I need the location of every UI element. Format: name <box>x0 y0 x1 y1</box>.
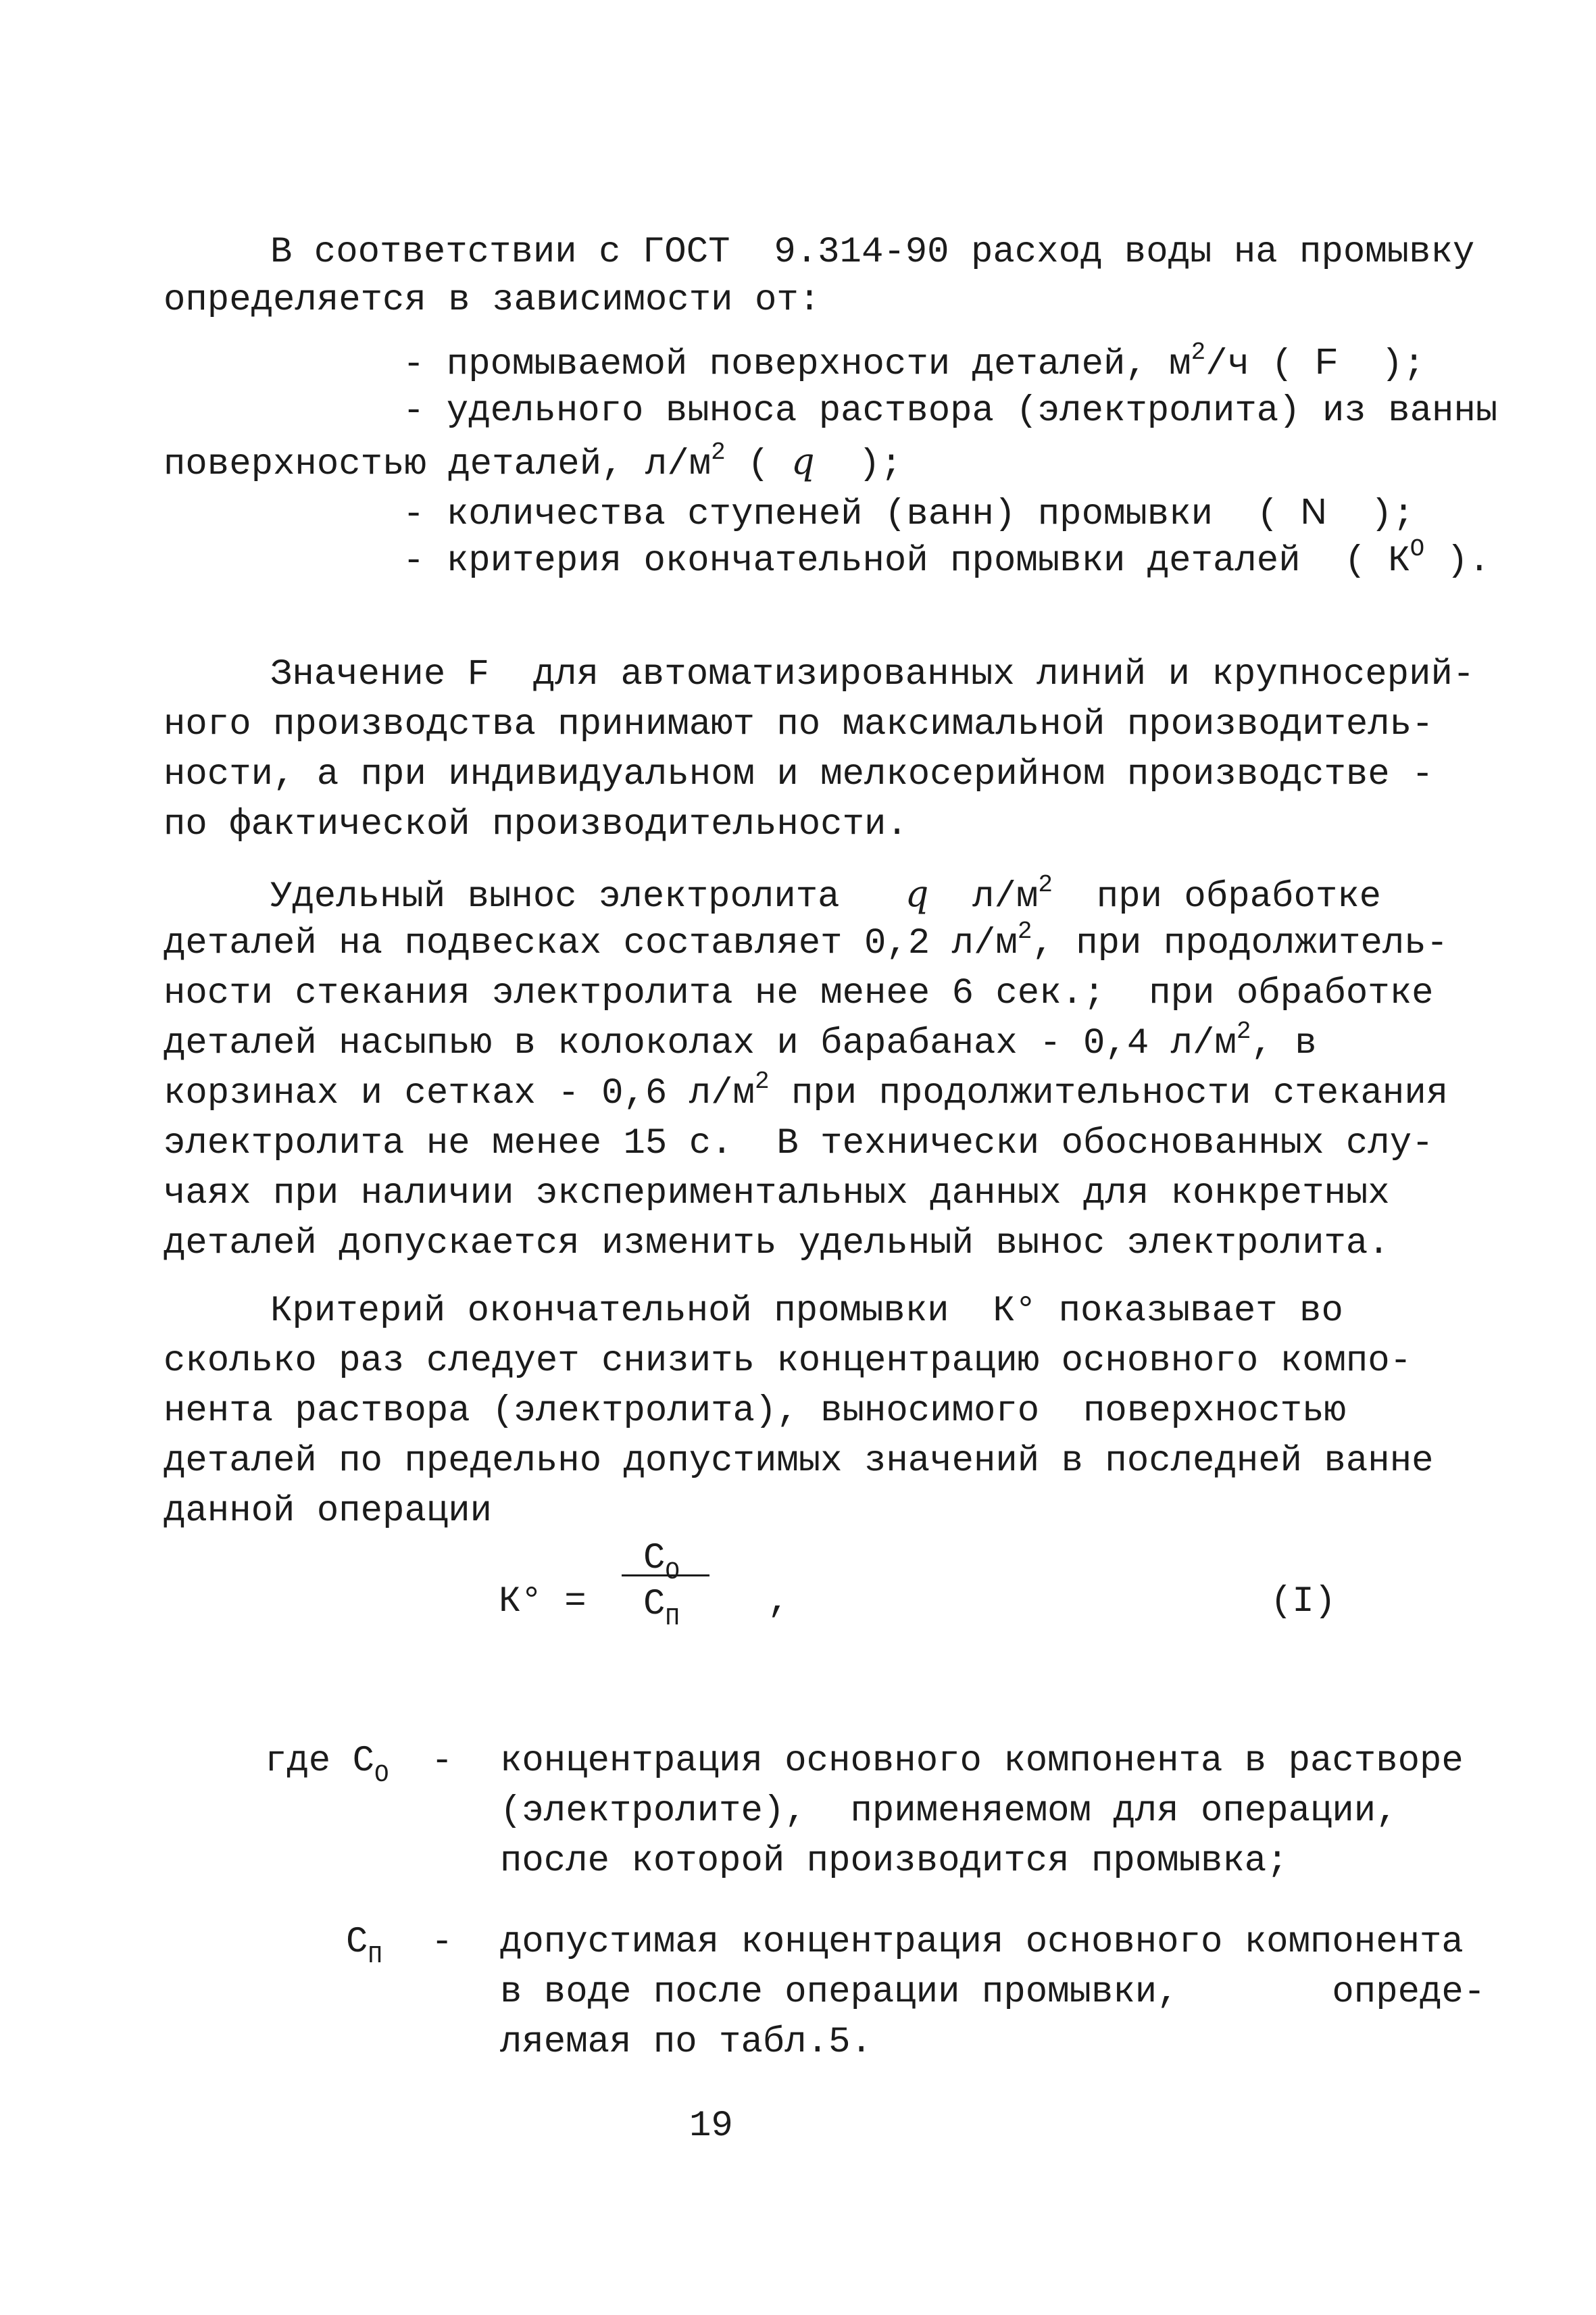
def-cp-line-2: в воде после операции промывки, опреде- <box>500 1972 1486 2013</box>
para-q-line-2: деталей на подвесках составляет 0,2 $л/м^2$, при продолжитель- <box>164 918 1449 964</box>
page-number: 19 <box>689 2106 733 2147</box>
formula-lhs: К° = <box>499 1581 587 1622</box>
para-q-line-3: ности стекания электролита не менее 6 сек.; при обработке <box>164 973 1434 1014</box>
para-k-line-5: данной операции <box>164 1491 493 1532</box>
factor-criterion: - критерия окончательной промывки деталей ( $К^О$ ). <box>403 535 1491 582</box>
para-f-line-2: ного производства принимают по максимальной производитель- <box>164 704 1434 745</box>
def-co-term: где $С_О$ <box>265 1741 389 1789</box>
factor-surface: - промываемой поверхности деталей, $м^2/ч$ ( F ); <box>403 339 1425 385</box>
para-q-line-4: деталей насыпью в колоколах и барабанах - 0,4 $л/м^2$, в <box>164 1018 1317 1064</box>
para-f-line-1: Значение F для автоматизированных линий и крупносерий- <box>270 654 1475 695</box>
para-q-line-1: Удельный вынос электролита q $л/м^2$ при обработке <box>270 871 1382 918</box>
formula-numerator: $С_О$ <box>643 1538 680 1586</box>
intro-line-2: определяется в зависимости от: <box>164 280 821 321</box>
formula-fraction <box>622 1538 709 1649</box>
para-k-line-2: сколько раз следует снизить концентрацию основного компо- <box>164 1341 1412 1382</box>
formula-denominator: $С_П$ <box>643 1584 680 1632</box>
fraction-bar <box>622 1574 709 1576</box>
para-f-line-4: по фактической производительности. <box>164 804 908 845</box>
factor-carryover-cont: поверхностью деталей, $л/м^2$ ( q ); <box>164 439 903 485</box>
para-k-line-1: Критерий окончательной промывки К° показывает во <box>270 1291 1343 1332</box>
para-f-line-3: ности, а при индивидуальном и мелкосерийном производстве - <box>164 754 1434 795</box>
def-co-line-2: (электролите), применяемом для операции, <box>500 1791 1398 1832</box>
para-k-line-3: нента раствора (электролита), выносимого поверхностью <box>164 1391 1346 1432</box>
def-cp-term: $С_П$ <box>346 1922 383 1970</box>
def-co-line-1: концентрация основного компонента в растворе <box>500 1741 1464 1782</box>
def-co-line-3: после которой производится промывка; <box>500 1841 1289 1882</box>
factor-stages: - количества ступеней (ванн) промывки ( N ); <box>403 491 1415 535</box>
intro-line-1: В соответствии с ГОСТ 9.314-90 расход воды на промывку <box>270 232 1475 273</box>
para-q-line-6: электролита не менее 15 с. В технически обоснованных слу- <box>164 1123 1434 1164</box>
def-cp-line-1: допустимая концентрация основного компонента <box>500 1922 1464 1963</box>
def-cp-line-3: ляемая по табл.5. <box>500 2022 872 2063</box>
para-q-line-5: корзинах и сетках - 0,6 $л/м^2$ при продолжительности стекания <box>164 1068 1449 1114</box>
para-k-line-4: деталей по предельно допустимых значений в последней ванне <box>164 1441 1434 1482</box>
formula-comma: , <box>768 1581 790 1622</box>
para-q-line-7: чаях при наличии экспериментальных данных для конкретных <box>164 1173 1390 1214</box>
para-q-line-8: деталей допускается изменить удельный вынос электролита. <box>164 1223 1390 1264</box>
def-co-dash: - <box>431 1741 453 1782</box>
factor-carryover: - удельного выноса раствора (электролита) из ванны <box>403 391 1498 432</box>
def-cp-dash: - <box>431 1922 453 1963</box>
formula-number: (I) <box>1270 1581 1337 1622</box>
